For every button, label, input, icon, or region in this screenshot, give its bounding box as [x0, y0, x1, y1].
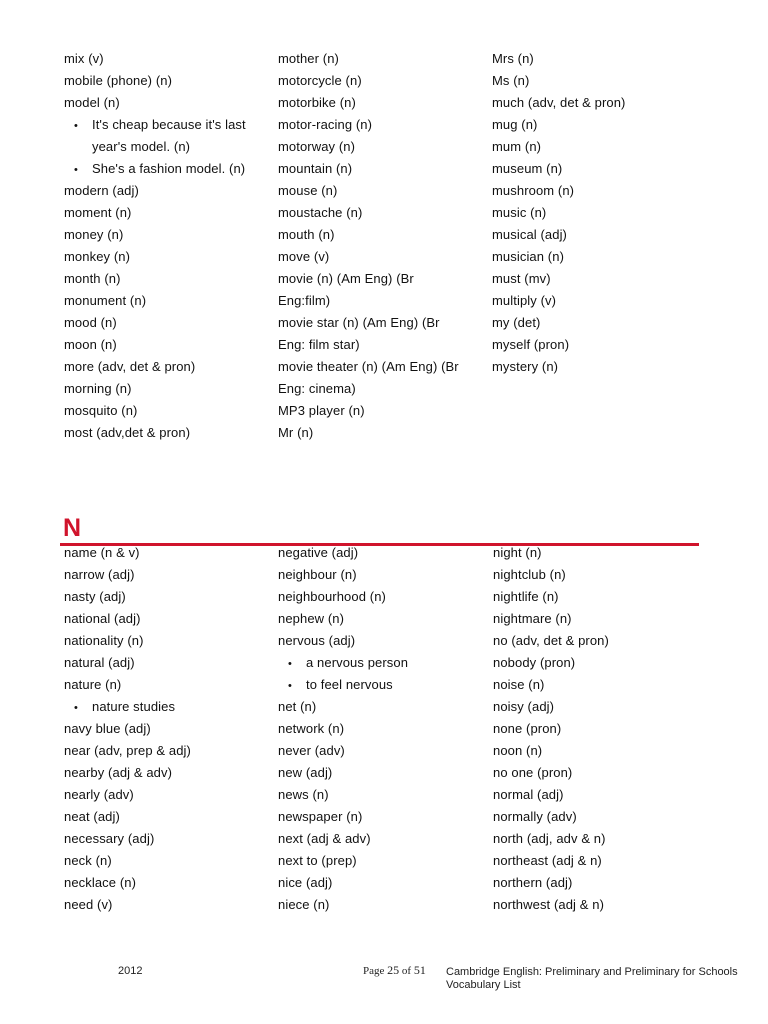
vocab-entry: MP3 player (n) — [278, 403, 365, 418]
vocab-entry: neat (adj) — [64, 809, 120, 824]
vocab-entry: money (n) — [64, 227, 124, 242]
vocab-entry: Ms (n) — [492, 73, 530, 88]
vocab-entry: mouse (n) — [278, 183, 338, 198]
vocab-entry: museum (n) — [492, 161, 563, 176]
page-current: 25 — [387, 963, 400, 977]
vocab-entry: next (adj & adv) — [278, 831, 371, 846]
page-total: 51 — [413, 963, 426, 977]
vocab-entry: name (n & v) — [64, 545, 140, 560]
vocab-entry: motorway (n) — [278, 139, 356, 154]
vocab-entry: motorbike (n) — [278, 95, 356, 110]
vocab-entry: niece (n) — [278, 897, 330, 912]
m-column-3 — [492, 48, 702, 378]
vocab-entry: new (adj) — [278, 765, 333, 780]
vocab-entry: need (v) — [64, 897, 113, 912]
vocab-entry: modern (adj) — [64, 183, 139, 198]
vocab-entry: necessary (adj) — [64, 831, 155, 846]
n-column-3 — [493, 542, 703, 916]
example-bullet: • She's a fashion model. (n) — [64, 158, 274, 180]
vocab-entry: no (adv, det & pron) — [493, 633, 609, 648]
vocab-entry: noon (n) — [493, 743, 543, 758]
vocab-entry: movie theater (n) (Am Eng) (Br — [278, 359, 459, 374]
vocab-entry: northeast (adj & n) — [493, 853, 602, 868]
vocab-entry: morning (n) — [64, 381, 132, 396]
vocab-entry: moustache (n) — [278, 205, 363, 220]
vocab-entry: mother (n) — [278, 51, 339, 66]
vocab-entry: nobody (pron) — [493, 655, 576, 670]
vocab-entry: network (n) — [278, 721, 345, 736]
vocab-entry: nearby (adj & adv) — [64, 765, 173, 780]
vocab-entry: neighbour (n) — [278, 567, 357, 582]
vocab-entry: mountain (n) — [278, 161, 353, 176]
vocab-entry: near (adv, prep & adj) — [64, 743, 191, 758]
vocab-entry: multiply (v) — [492, 293, 557, 308]
vocab-entry: monkey (n) — [64, 249, 131, 264]
vocab-entry: Mrs (n) — [492, 51, 534, 66]
vocab-entry: narrow (adj) — [64, 567, 135, 582]
vocab-entry: nasty (adj) — [64, 589, 126, 604]
vocab-entry: none (pron) — [493, 721, 562, 736]
page-label: Page — [363, 965, 385, 977]
n-column-1 — [64, 542, 274, 916]
vocab-entry: mushroom (n) — [492, 183, 575, 198]
vocab-entry: neighbourhood (n) — [278, 589, 386, 604]
vocab-entry: no one (pron) — [493, 765, 573, 780]
vocab-entry: nationality (n) — [64, 633, 144, 648]
vocab-entry: musician (n) — [492, 249, 564, 264]
footer-year: 2012 — [118, 965, 143, 977]
vocab-entry: north (adj, adv & n) — [493, 831, 606, 846]
section-heading-n: N — [63, 514, 82, 542]
vocab-entry: mood (n) — [64, 315, 117, 330]
vocab-entry: movie star (n) (Am Eng) (Br — [278, 315, 440, 330]
vocab-entry: Eng: cinema) — [278, 381, 356, 396]
vocab-entry: net (n) — [278, 699, 317, 714]
vocab-entry: move (v) — [278, 249, 330, 264]
vocab-entry: mystery (n) — [492, 359, 559, 374]
vocab-entry: nervous (adj) — [278, 633, 356, 648]
vocab-entry: negative (adj) — [278, 545, 359, 560]
vocab-entry: mouth (n) — [278, 227, 335, 242]
vocab-entry: nightmare (n) — [493, 611, 572, 626]
example-bullet: • to feel nervous — [278, 674, 488, 696]
vocab-entry: much (adv, det & pron) — [492, 95, 626, 110]
example-continuation: year's model. (n) — [92, 139, 191, 154]
footer-title — [446, 966, 738, 992]
vocab-entry: myself (pron) — [492, 337, 570, 352]
vocab-entry: news (n) — [278, 787, 329, 802]
vocab-entry: never (adv) — [278, 743, 345, 758]
vocab-entry: moment (n) — [64, 205, 132, 220]
vocab-entry: nearly (adv) — [64, 787, 134, 802]
vocab-entry: model (n) — [64, 95, 120, 110]
vocab-entry: motor-racing (n) — [278, 117, 373, 132]
vocab-entry: nephew (n) — [278, 611, 345, 626]
vocab-entry: monument (n) — [64, 293, 147, 308]
vocab-entry: neck (n) — [64, 853, 112, 868]
vocab-entry: month (n) — [64, 271, 121, 286]
vocab-entry: northwest (adj & n) — [493, 897, 605, 912]
m-column-1 — [64, 48, 274, 444]
vocab-entry: navy blue (adj) — [64, 721, 151, 736]
vocab-entry: next to (prep) — [278, 853, 357, 868]
vocab-entry: noisy (adj) — [493, 699, 555, 714]
vocab-entry: movie (n) (Am Eng) (Br — [278, 271, 414, 286]
vocab-entry: noise (n) — [493, 677, 545, 692]
vocab-entry: nightlife (n) — [493, 589, 559, 604]
vocab-entry: mosquito (n) — [64, 403, 138, 418]
vocab-entry: northern (adj) — [493, 875, 573, 890]
vocab-entry: moon (n) — [64, 337, 117, 352]
vocab-entry: natural (adj) — [64, 655, 135, 670]
vocab-entry: nature (n) — [64, 677, 122, 692]
vocab-entry: most (adv,det & pron) — [64, 425, 191, 440]
vocab-entry: mobile (phone) (n) — [64, 73, 173, 88]
vocab-entry: normal (adj) — [493, 787, 564, 802]
vocab-entry: music (n) — [492, 205, 547, 220]
vocab-entry: Mr (n) — [278, 425, 314, 440]
vocab-entry: mix (v) — [64, 51, 104, 66]
footer-title-line-1: Cambridge English: Preliminary and Preliminary for Schools — [446, 966, 738, 978]
vocab-entry: more (adv, det & pron) — [64, 359, 196, 374]
footer-page-number — [363, 963, 426, 978]
vocab-entry: Eng:film) — [278, 293, 331, 308]
vocab-entry: must (mv) — [492, 271, 551, 286]
vocab-entry: mug (n) — [492, 117, 538, 132]
vocab-entry: motorcycle (n) — [278, 73, 362, 88]
footer-title-line-2: Vocabulary List — [446, 979, 521, 991]
vocab-entry: Eng: film star) — [278, 337, 360, 352]
example-bullet: • It's cheap because it's last — [64, 114, 274, 136]
page-of: of — [401, 965, 412, 977]
vocab-entry: national (adj) — [64, 611, 141, 626]
example-bullet: • a nervous person — [278, 652, 488, 674]
vocab-entry: newspaper (n) — [278, 809, 363, 824]
vocab-entry: musical (adj) — [492, 227, 567, 242]
vocab-entry: my (det) — [492, 315, 541, 330]
vocab-entry: necklace (n) — [64, 875, 137, 890]
n-column-2 — [278, 542, 488, 916]
vocab-entry: night (n) — [493, 545, 542, 560]
m-column-2 — [278, 48, 488, 444]
example-bullet: • nature studies — [64, 696, 274, 718]
vocab-entry: nice (adj) — [278, 875, 333, 890]
vocab-entry: nightclub (n) — [493, 567, 566, 582]
vocab-entry: normally (adv) — [493, 809, 577, 824]
vocab-entry: mum (n) — [492, 139, 542, 154]
